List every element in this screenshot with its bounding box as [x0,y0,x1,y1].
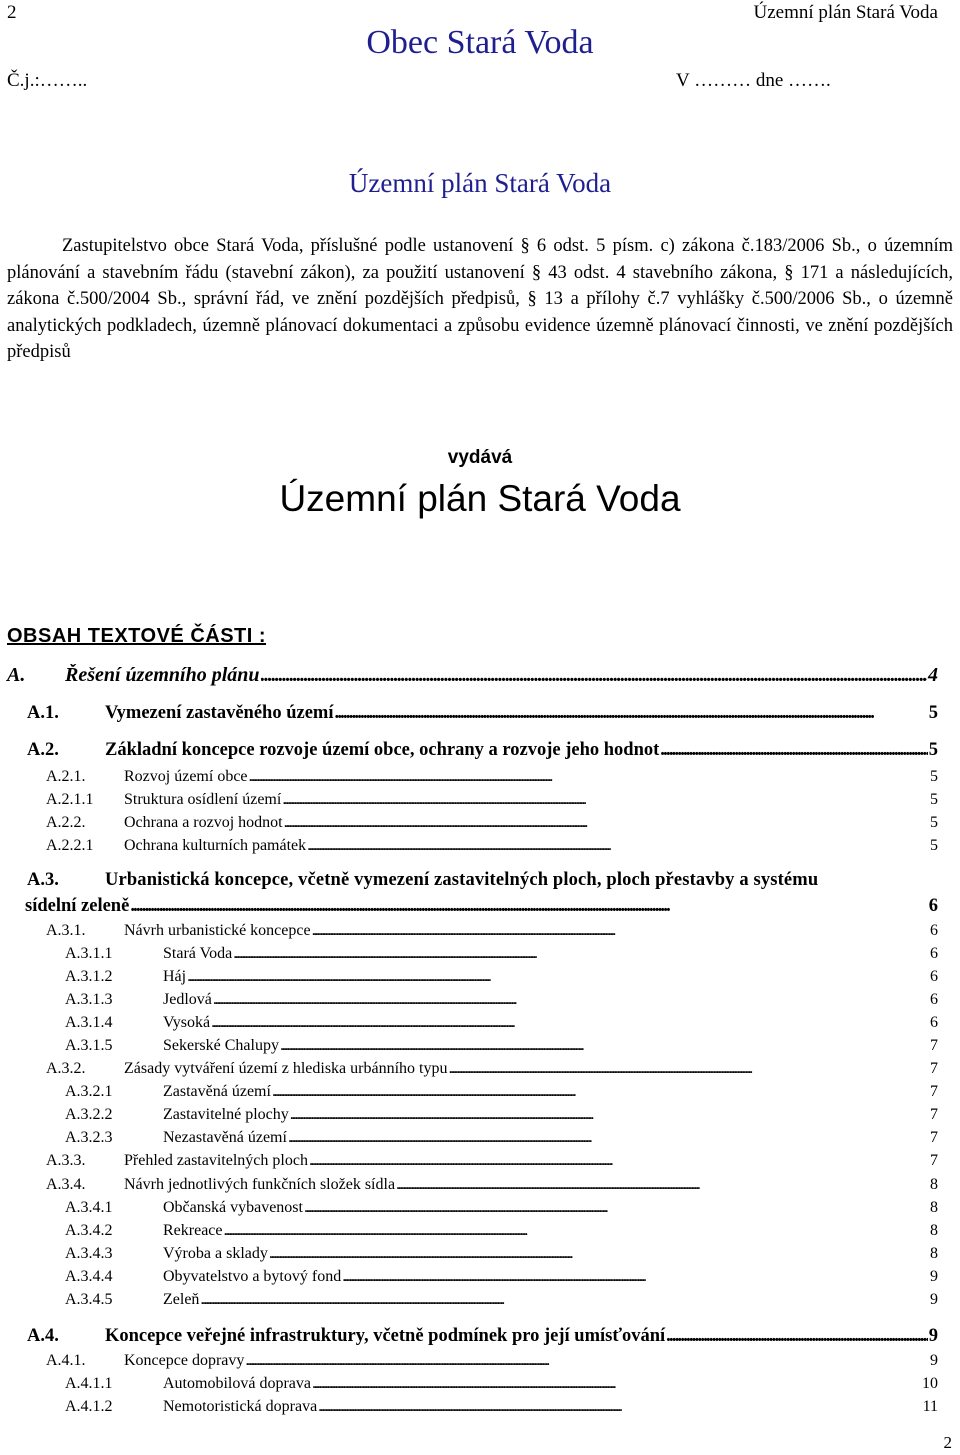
toc-leader-dots [666,1326,928,1347]
toc-entry-number: A.2.2. [46,814,86,831]
toc-entry-title: Automobilová doprava [163,1375,311,1392]
toc-entry-number: A.4.1.2 [65,1398,113,1415]
toc-entry-number: A.4.1. [46,1352,86,1369]
toc-entry-page: 8 [930,1176,938,1193]
toc-entry[interactable] [0,1222,960,1246]
toc-leader-dots [211,1014,929,1032]
toc-entry[interactable] [0,740,960,764]
toc-entry[interactable] [0,922,960,946]
document-title: Územní plán Stará Voda [348,168,612,198]
toc-entry-number: A.3.3. [46,1152,86,1169]
toc-entry-number: A.3.1.4 [65,1014,113,1031]
toc-leader-dots [312,922,929,940]
toc-entry-title: Návrh jednotlivých funkčních složek sídla [124,1176,396,1193]
toc-leader-dots [318,1398,921,1416]
toc-entry-page: 5 [928,740,938,760]
toc-leader-dots [224,1222,929,1240]
toc-entry-title: Koncepce veřejné infrastruktury, včetně podmínek pro její umísťování [105,1326,666,1346]
page-number-bottom: 2 [943,1433,952,1452]
running-header-title: Územní plán Stará Voda [753,2,938,23]
toc-leader-dots [245,1352,929,1370]
toc-entry[interactable] [0,791,960,815]
toc-leader-dots [660,740,927,761]
toc-entry[interactable] [0,968,960,992]
toc-entry-number: A.3.1.1 [65,945,113,962]
toc-entry-number: A.3.1. [46,922,86,939]
toc-entry-title: Urbanistická koncepce, včetně vymezení zastavitelných ploch, ploch přestavby a systému [105,870,819,890]
toc-entry-number: A.3.1.5 [65,1037,113,1054]
toc-entry-page: 6 [928,896,938,916]
toc-entry-title: Rozvoj území obce [124,768,248,785]
toc-entry-title: Zastavitelné plochy [163,1106,289,1123]
toc-entry-title: Zastavěná území [163,1083,271,1100]
toc-entry[interactable] [0,1245,960,1269]
toc-entry-title: Ochrana a rozvoj hodnot [124,814,283,831]
toc-entry-page: 8 [930,1222,938,1239]
toc-entry-title: Přehled zastavitelných ploch [124,1152,308,1169]
toc-entry[interactable] [0,703,960,727]
toc-leader-dots [342,1268,929,1286]
toc-entry-page: 7 [930,1037,938,1054]
toc-leader-dots [309,1152,929,1170]
toc-leader-dots [130,896,927,917]
toc-entry[interactable] [0,1152,960,1176]
toc-entry[interactable] [0,768,960,792]
toc-entry-page: 10 [922,1375,938,1392]
toc-entry-title: Háj [163,968,187,985]
toc-entry-page: 5 [930,768,938,785]
toc-entry-title: Řešení územního plánu [65,664,260,686]
toc-entry-title: Vysoká [163,1014,211,1031]
toc-entry-number: A.3.2. [46,1060,86,1077]
toc-leader-dots [282,791,929,809]
toc-leader-dots [304,1199,929,1217]
issued-plan-title: Územní plán Stará Voda [279,478,681,519]
toc-entry-page: 8 [930,1245,938,1262]
toc-entry[interactable] [0,664,960,688]
toc-entry-title: sídelní zeleně [25,896,130,916]
toc-entry-title: Vymezení zastavěného území [105,703,334,723]
toc-entry-page: 7 [930,1106,938,1123]
toc-entry-title: Zeleň [163,1291,200,1308]
toc-entry-number: A.3.1.3 [65,991,113,1008]
toc-leader-dots [334,703,927,724]
toc-entry-page: 6 [930,1014,938,1031]
toc-entry-page: 9 [930,1352,938,1369]
toc-entry[interactable] [0,1129,960,1153]
toc-entry-page: 7 [930,1152,938,1169]
toc-entry-number: A.3.4.2 [65,1222,113,1239]
toc-entry-page: 6 [930,991,938,1008]
toc-leader-dots [200,1291,929,1309]
toc-entry[interactable] [0,945,960,969]
toc-entry-title: Rekreace [163,1222,223,1239]
toc-entry-number: A.2.2.1 [46,837,94,854]
toc-entry-page: 6 [930,945,938,962]
toc-entry[interactable] [0,1060,960,1084]
toc-entry[interactable] [0,991,960,1015]
toc-entry-title: Koncepce dopravy [124,1352,245,1369]
toc-entry-page: 4 [928,664,938,686]
toc-leader-dots [261,664,927,687]
toc-leader-dots [290,1106,929,1124]
toc-entry-title: Nemotoristická doprava [163,1398,318,1415]
toc-entry-continuation[interactable] [0,896,960,920]
toc-entry-number: A.3.4.5 [65,1291,113,1308]
toc-entry-number: A.3.4.4 [65,1268,113,1285]
toc-entry-page: 9 [930,1268,938,1285]
toc-entry-page: 5 [930,814,938,831]
reference-number: Č.j.:…….. [7,70,88,91]
toc-entry-title: Základní koncepce rozvoje území obce, ochrany a rozvoje jeho hodnot [105,740,660,760]
toc-entry[interactable] [0,1014,960,1038]
toc-entry[interactable] [0,1291,960,1315]
toc-leader-dots [284,814,929,832]
toc-entry-title: Občanská vybavenost [163,1199,303,1216]
toc-entry-page: 6 [930,968,938,985]
toc-entry[interactable] [0,1268,960,1292]
place-and-date: V ……… dne ……. [676,70,831,91]
toc-entry-page: 5 [928,703,938,723]
toc-entry-title: Struktura osídlení území [124,791,282,808]
toc-entry-number: A.3. [27,870,59,890]
toc-entry-page: 7 [930,1083,938,1100]
toc-entry[interactable] [0,1199,960,1223]
toc-leader-dots [448,1060,929,1078]
toc-leader-dots [187,968,929,986]
toc-entry[interactable] [0,1398,960,1422]
toc-entry-page: 9 [930,1291,938,1308]
toc-entry-number: A.1. [27,703,59,723]
intro-paragraph: Zastupitelstvo obce Stará Voda, příslušné podle ustanovení § 6 odst. 5 písm. c) zákona č.183/2006 Sb., o územním plánování a stavebním řádu (stavební zákon), za použití ustanovení § 43 odst. 4 stavebního zákona, § 171 a následujících, zákona č.500/2004 Sb., správní řád, ve znění pozdějších předpisů, § 13 a přílohy č.7 vyhlášky č.500/2006 Sb., o územně analytických podkladech, územně plánovací dokumentaci a způsobu evidence územně plánovací činnosti, ve znění pozdějších předpisů [7,236,953,362]
toc-leader-dots [312,1375,921,1393]
toc-leader-dots [288,1129,929,1147]
toc-entry-title: Obyvatelstvo a bytový fond [163,1268,342,1285]
toc-entry-page: 9 [928,1326,938,1346]
toc-entry-title: Ochrana kulturních památek [124,837,307,854]
toc-entry-title: Jedlová [163,991,212,1008]
toc-entry-page: 6 [930,922,938,939]
toc-leader-dots [269,1245,929,1263]
toc-entry-number: A.3.2.1 [65,1083,113,1100]
toc-entry-number: A.3.4. [46,1176,86,1193]
toc-leader-dots [272,1083,929,1101]
toc-entry-title: Zásady vytváření území z hlediska urbánního typu [124,1060,448,1077]
toc-entry-number: A.3.2.2 [65,1106,113,1123]
toc-entry-title: Nezastavěná území [163,1129,287,1146]
toc-entry[interactable] [0,1375,960,1399]
toc-entry[interactable] [0,1326,960,1350]
toc-entry-page: 7 [930,1060,938,1077]
toc-leader-dots [213,991,929,1009]
toc-entry[interactable] [0,1352,960,1376]
toc-heading: OBSAH TEXTOVÉ ČÁSTI : [7,625,267,647]
toc-entry-number: A.2. [27,740,59,760]
toc-entry-number: A.3.1.2 [65,968,113,985]
toc-entry-number: A.3.4.1 [65,1199,113,1216]
toc-entry-number: A.4. [27,1326,59,1346]
toc-entry-page: 7 [930,1129,938,1146]
toc-entry-title: Sekerské Chalupy [163,1037,279,1054]
toc-entry[interactable] [0,837,960,861]
toc-entry-number: A.3.2.3 [65,1129,113,1146]
toc-entry-number: A. [7,664,26,686]
issues-label: vydává [447,447,513,468]
toc-entry[interactable] [0,1176,960,1200]
toc-entry-title: Návrh urbanistické koncepce [124,922,311,939]
toc-entry-number: A.2.1. [46,768,86,785]
toc-entry-number: A.3.4.3 [65,1245,113,1262]
toc-entry-page: 5 [930,837,938,854]
toc-entry-number: A.4.1.1 [65,1375,113,1392]
toc-entry[interactable] [0,814,960,838]
municipality-title: Obec Stará Voda [366,24,594,61]
toc-leader-dots [233,945,929,963]
toc-entry-page: 5 [930,791,938,808]
page-number-top: 2 [7,2,17,23]
toc-leader-dots [249,768,929,786]
toc-entry[interactable] [0,870,960,894]
toc-entry-title: Výroba a sklady [163,1245,268,1262]
toc-leader-dots [307,837,929,855]
toc-entry-page: 8 [930,1199,938,1216]
toc-leader-dots [280,1037,929,1055]
toc-entry[interactable] [0,1037,960,1061]
toc-entry[interactable] [0,1106,960,1130]
toc-leader-dots [396,1176,929,1194]
toc-entry-page: 11 [922,1398,938,1415]
toc-entry-title: Stará Voda [163,945,233,962]
toc-entry[interactable] [0,1083,960,1107]
toc-entry-number: A.2.1.1 [46,791,94,808]
